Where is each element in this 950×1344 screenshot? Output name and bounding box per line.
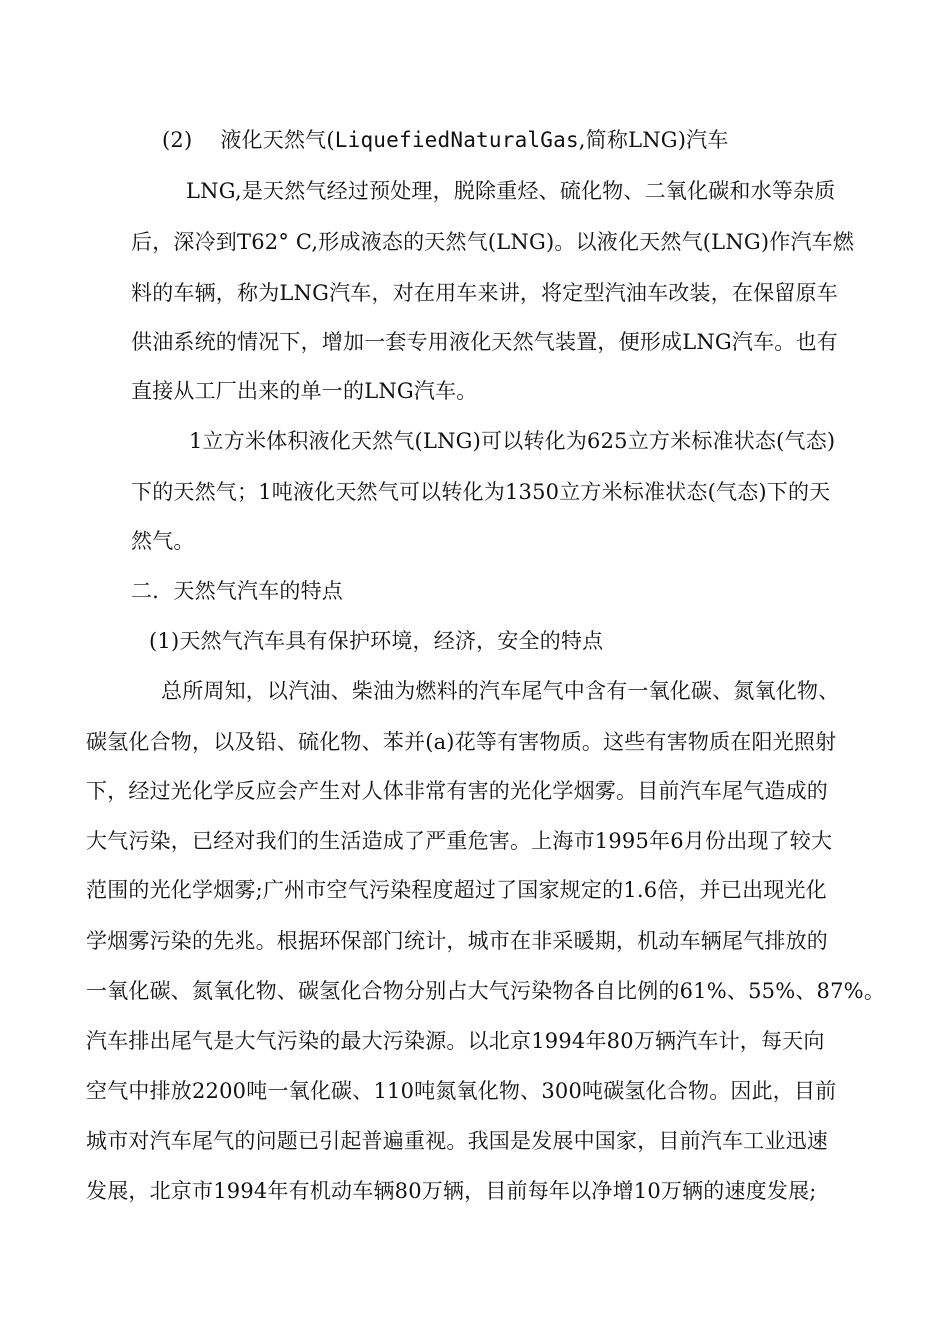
heading-text-english: LiquefiedNaturalGas: [334, 128, 579, 152]
paragraph-line: 一氧化碳、氮氧化物、碳氢化合物分别占大气污染物各自比例的61%、55%、87%。: [86, 979, 886, 1003]
paragraph-line: 后，深冷到T62° C,形成液态的天然气(LNG)。以液化天然气(LNG)作汽车燃: [131, 230, 855, 254]
paragraph-line: 料的车辆，称为LNG汽车，对在用车来讲，将定型汽油车改装，在保留原车: [131, 281, 838, 305]
paragraph-line: 汽车排出尾气是大气污染的最大污染源。以北京1994年80万辆汽车计，每天向: [86, 1029, 825, 1053]
paragraph-line: 学烟雾污染的先兆。根据环保部门统计，城市在非采暖期，机动车辆尾气排放的: [86, 929, 828, 953]
section-heading-lng: [162, 127, 729, 153]
heading-text-end: ,简称LNG)汽车: [578, 128, 729, 152]
heading-number: (2): [162, 128, 193, 152]
paragraph-line: 空气中排放2200吨一氧化碳、110吨氮氧化物、300吨碳氢化合物。因此，目前: [86, 1079, 837, 1103]
paragraph-line: 1立方米体积液化天然气(LNG)可以转化为625立方米标准状态(气态): [189, 429, 836, 453]
paragraph-line: 碳氢化合物，以及铅、硫化物、苯并(a)花等有害物质。这些有害物质在阳光照射: [86, 730, 837, 754]
subsection-heading: (1)天然气汽车具有保护环境，经济，安全的特点: [149, 629, 604, 653]
paragraph-line: 供油系统的情况下，增加一套专用液化天然气装置，便形成LNG汽车。也有: [131, 330, 838, 354]
paragraph-line: 发展，北京市1994年有机动车辆80万辆，目前每年以净增10万辆的速度发展;: [86, 1179, 817, 1203]
paragraph-line: 下，经过光化学反应会产生对人体非常有害的光化学烟雾。目前汽车尾气造成的: [86, 779, 828, 803]
section-heading: 二．天然气汽车的特点: [131, 579, 343, 603]
paragraph-line: 城市对汽车尾气的问题已引起普遍重视。我国是发展中国家，目前汽车工业迅速: [86, 1129, 828, 1153]
paragraph-line: 范围的光化学烟雾;广州市空气污染程度超过了国家规定的1.6倍，并已出现光化: [86, 878, 827, 902]
paragraph-line: LNG,是天然气经过预处理，脱除重烃、硫化物、二氧化碳和水等杂质: [186, 179, 836, 203]
paragraph-line: 大气污染，已经对我们的生活造成了严重危害。上海市1995年6月份出现了较大: [86, 829, 833, 853]
paragraph-line: 下的天然气；1吨液化天然气可以转化为1350立方米标准状态(气态)下的天: [131, 480, 831, 504]
paragraph-line: 直接从工厂出来的单一的LNG汽车。: [131, 379, 478, 403]
paragraph-line: 总所周知，以汽油、柴油为燃料的汽车尾气中含有一氧化碳、氮氧化物、: [161, 679, 840, 703]
paragraph-line: 然气。: [131, 529, 195, 553]
heading-text-start: 液化天然气(: [220, 128, 335, 152]
